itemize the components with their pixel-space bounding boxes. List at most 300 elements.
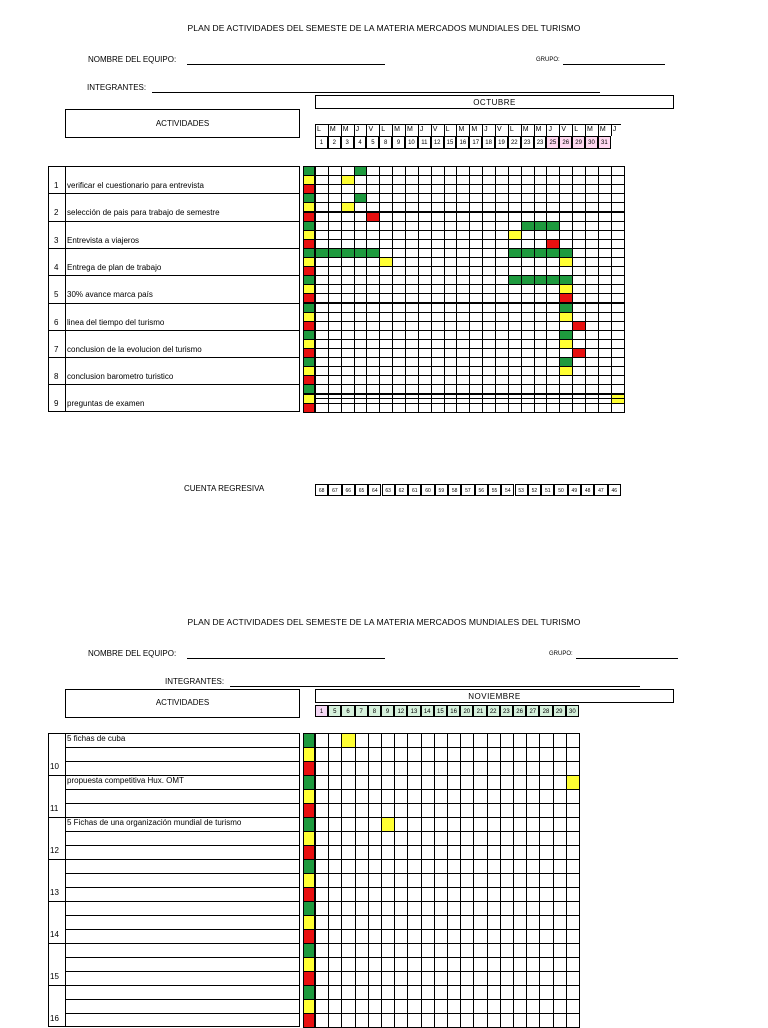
activity-row-line (48, 221, 300, 222)
gantt-cell (407, 957, 421, 972)
members-field-2[interactable] (230, 686, 640, 687)
gantt-cell (355, 999, 369, 1014)
gantt-cell (539, 873, 553, 888)
gantt-cell (513, 859, 527, 874)
gantt-cell (315, 999, 329, 1014)
gantt-cell (328, 859, 342, 874)
activity-label: selección de pais para trabajo de semestre (67, 208, 220, 218)
gantt-cell (328, 873, 342, 888)
gantt-cell (341, 915, 355, 930)
day-number: 30 (585, 136, 598, 149)
gantt-cell (539, 817, 553, 832)
gantt-cell (566, 915, 580, 930)
gantt-cell (553, 803, 567, 818)
activity-number: 7 (54, 344, 59, 354)
gantt-cell (553, 873, 567, 888)
weekday-label: M (392, 124, 407, 136)
status-cell (303, 971, 315, 986)
activity-row-line (65, 887, 300, 888)
status-cell (303, 403, 315, 413)
gantt-cell (421, 831, 435, 846)
countdown-cell: 54 (501, 484, 514, 496)
gantt-cell (553, 887, 567, 902)
gantt-cell (355, 957, 369, 972)
gantt-cell (355, 873, 369, 888)
gantt-cell (394, 887, 408, 902)
group-field-1[interactable] (563, 64, 665, 65)
gantt-cell (500, 985, 514, 1000)
status-cell (303, 929, 315, 944)
gantt-cell (447, 929, 461, 944)
day-number: 22 (487, 705, 500, 717)
gantt-cell (328, 929, 342, 944)
gantt-cell (526, 873, 540, 888)
activity-row-line (48, 330, 300, 331)
gantt-cell (553, 999, 567, 1014)
activity-label: linea del tiempo del turismo (67, 317, 165, 327)
weekday-label: J (611, 124, 626, 136)
activity-label: preguntas de examen (67, 399, 145, 409)
weekday-label: M (598, 124, 613, 136)
status-cell (303, 845, 315, 860)
gantt-cell (473, 789, 487, 804)
gantt-cell (431, 403, 445, 413)
gantt-cell (526, 747, 540, 762)
gantt-cell (394, 733, 408, 748)
gantt-cell (381, 845, 395, 860)
activity-row-line (65, 789, 300, 790)
gantt-cell (368, 887, 382, 902)
group-label-2: GRUPO: (549, 651, 573, 657)
gantt-cell (487, 971, 501, 986)
gantt-cell (539, 1013, 553, 1028)
gantt-cell (368, 789, 382, 804)
countdown-cell: 64 (368, 484, 381, 496)
gantt-cell (553, 747, 567, 762)
gantt-cell (500, 901, 514, 916)
gantt-cell (421, 943, 435, 958)
activity-number: 15 (50, 972, 59, 981)
gantt-cell (553, 901, 567, 916)
gantt-cell (566, 775, 580, 790)
gantt-cell (368, 859, 382, 874)
gantt-cell (566, 831, 580, 846)
gantt-cell (381, 761, 395, 776)
gantt-cell (500, 831, 514, 846)
gantt-cell (521, 403, 535, 413)
gantt-cell (487, 817, 501, 832)
activity-row-line (65, 873, 300, 874)
gantt-cell (513, 733, 527, 748)
gantt-cell (473, 901, 487, 916)
activity-row-line (48, 901, 300, 902)
day-number: 4 (354, 136, 367, 149)
status-cell (303, 859, 315, 874)
gantt-cell (500, 817, 514, 832)
activity-number: 10 (50, 762, 59, 771)
gantt-cell (460, 803, 474, 818)
weekday-label: L (508, 124, 523, 136)
gantt-cell (553, 859, 567, 874)
gantt-cell (315, 901, 329, 916)
gantt-cell (355, 915, 369, 930)
day-number: 17 (469, 136, 482, 149)
gantt-cell (460, 957, 474, 972)
gantt-cell (315, 873, 329, 888)
weekday-label: M (534, 124, 549, 136)
day-number: 26 (513, 705, 526, 717)
gantt-cell (526, 733, 540, 748)
gantt-cell (407, 929, 421, 944)
gantt-cell (407, 817, 421, 832)
status-cell (303, 831, 315, 846)
gantt-cell (315, 985, 329, 1000)
gantt-cell (315, 817, 329, 832)
gantt-cell (328, 733, 342, 748)
gantt-cell (341, 1013, 355, 1028)
gantt-cell (487, 985, 501, 1000)
activity-number: 2 (54, 208, 59, 218)
gantt-cell (341, 747, 355, 762)
countdown-cell: 68 (315, 484, 328, 496)
day-number: 19 (495, 136, 508, 149)
gantt-cell (513, 747, 527, 762)
gantt-cell (566, 761, 580, 776)
weekday-label: M (328, 124, 343, 136)
gantt-cell (434, 733, 448, 748)
status-cell (303, 943, 315, 958)
gantt-cell (368, 761, 382, 776)
gantt-cell (434, 761, 448, 776)
weekday-label: M (469, 124, 484, 136)
status-cell (303, 733, 315, 748)
countdown-cell: 61 (408, 484, 421, 496)
gantt-cell (611, 403, 625, 413)
gantt-cell (566, 747, 580, 762)
gantt-cell (315, 943, 329, 958)
activity-number: 13 (50, 888, 59, 897)
gantt-cell (394, 761, 408, 776)
activity-row-line (65, 747, 300, 748)
gantt-cell (513, 929, 527, 944)
gantt-cell (598, 403, 612, 413)
day-number: 28 (539, 705, 552, 717)
status-cell (303, 887, 315, 902)
gantt-cell (526, 915, 540, 930)
gantt-cell (500, 873, 514, 888)
gantt-cell (460, 775, 474, 790)
gantt-cell (368, 831, 382, 846)
gantt-cell (566, 873, 580, 888)
gantt-cell (553, 817, 567, 832)
gantt-cell (500, 775, 514, 790)
day-number: 15 (444, 136, 457, 149)
day-number: 6 (341, 705, 354, 717)
gantt-cell (407, 873, 421, 888)
gantt-cell (394, 929, 408, 944)
activity-row-line (48, 193, 300, 194)
day-number: 7 (355, 705, 368, 717)
gantt-cell (447, 957, 461, 972)
gantt-cell (447, 887, 461, 902)
gantt-cell (460, 859, 474, 874)
status-cell (303, 789, 315, 804)
gantt-cell (513, 845, 527, 860)
day-number: 26 (559, 136, 572, 149)
gantt-cell (368, 817, 382, 832)
gantt-cell (460, 817, 474, 832)
gantt-cell (473, 761, 487, 776)
gantt-cell (328, 999, 342, 1014)
gantt-cell (315, 775, 329, 790)
weekday-label: V (431, 124, 446, 136)
gantt-cell (328, 1013, 342, 1028)
members-label-1: INTEGRANTES: (87, 83, 147, 92)
gantt-cell (421, 789, 435, 804)
gantt-cell (341, 999, 355, 1014)
activity-row-line (48, 357, 300, 358)
gantt-cell (473, 929, 487, 944)
gantt-cell (500, 761, 514, 776)
gantt-cell (539, 971, 553, 986)
gantt-cell (526, 943, 540, 958)
activity-label: propuesta competitiva Hux. OMT (67, 776, 184, 785)
gantt-cell (328, 985, 342, 1000)
gantt-cell (526, 901, 540, 916)
gantt-cell (434, 901, 448, 916)
gantt-cell (381, 859, 395, 874)
activity-num-divider (65, 733, 66, 1027)
gantt-cell (566, 859, 580, 874)
gantt-cell (315, 957, 329, 972)
gantt-cell (341, 803, 355, 818)
gantt-cell (341, 761, 355, 776)
gantt-bottom-rule (315, 398, 624, 399)
activity-row-line (65, 803, 300, 804)
countdown-cell: 47 (594, 484, 607, 496)
gantt-cell (315, 845, 329, 860)
team-name-field-2[interactable] (187, 658, 385, 659)
gantt-cell (566, 803, 580, 818)
countdown-cell: 56 (475, 484, 488, 496)
month-header-november: NOVIEMBRE (315, 689, 674, 703)
gantt-cell (460, 789, 474, 804)
gantt-cell (487, 887, 501, 902)
gantt-cell (526, 775, 540, 790)
gantt-cell (460, 873, 474, 888)
gantt-cell (368, 803, 382, 818)
gantt-cell (368, 1013, 382, 1028)
gantt-cell (487, 901, 501, 916)
gantt-cell (539, 901, 553, 916)
activity-row-line (48, 943, 300, 944)
gantt-cell (473, 971, 487, 986)
gantt-cell (553, 943, 567, 958)
gantt-cell (539, 733, 553, 748)
gantt-cell (368, 873, 382, 888)
gantt-cell (355, 859, 369, 874)
activity-label: conclusion barometro turistico (67, 372, 174, 382)
gantt-cell (368, 747, 382, 762)
activity-row-line (65, 957, 300, 958)
weekday-label: M (585, 124, 600, 136)
gantt-cell (482, 403, 496, 413)
gantt-cell (381, 733, 395, 748)
status-cell (303, 915, 315, 930)
gantt-cell (447, 761, 461, 776)
gantt-cell (487, 943, 501, 958)
activity-number: 14 (50, 930, 59, 939)
activity-row-line (48, 384, 300, 385)
status-cell (303, 761, 315, 776)
day-number: 14 (421, 705, 434, 717)
gantt-cell (460, 1013, 474, 1028)
day-number: 25 (546, 136, 559, 149)
gantt-cell (381, 985, 395, 1000)
day-number: 29 (553, 705, 566, 717)
weekday-label: L (572, 124, 587, 136)
gantt-cell (315, 887, 329, 902)
gantt-cell (394, 873, 408, 888)
plan-title-1: PLAN DE ACTIVIDADES DEL SEMESTE DE LA MATERIA MERCADOS MUNDIALES DEL TURISMO (187, 23, 581, 33)
gantt-cell (513, 915, 527, 930)
gantt-cell (381, 901, 395, 916)
gantt-cell (487, 831, 501, 846)
group-field-2[interactable] (576, 658, 678, 659)
gantt-cell (539, 859, 553, 874)
gantt-cell (500, 915, 514, 930)
gantt-cell (487, 789, 501, 804)
activity-number: 9 (54, 399, 59, 409)
gantt-cell (553, 971, 567, 986)
status-cell (303, 775, 315, 790)
team-name-label-2: NOMBRE DEL EQUIPO: (88, 649, 177, 658)
day-number: 5 (366, 136, 379, 149)
gantt-cell (407, 943, 421, 958)
gantt-cell (526, 957, 540, 972)
gantt-cell (566, 817, 580, 832)
gantt-cell (539, 915, 553, 930)
activity-row-line (48, 248, 300, 249)
day-number: 8 (368, 705, 381, 717)
countdown-cell: 52 (528, 484, 541, 496)
countdown-cell: 50 (554, 484, 567, 496)
gantt-cell (434, 817, 448, 832)
activity-row-line (65, 915, 300, 916)
gantt-cell (500, 1013, 514, 1028)
gantt-cell (407, 915, 421, 930)
gantt-cell (405, 403, 419, 413)
gantt-cell (513, 761, 527, 776)
gantt-cell (539, 789, 553, 804)
day-number: 9 (392, 136, 405, 149)
day-number: 23 (521, 136, 534, 149)
gantt-cell (381, 943, 395, 958)
gantt-cell (421, 873, 435, 888)
gantt-cell (539, 985, 553, 1000)
gantt-cell (460, 887, 474, 902)
gantt-cell (487, 957, 501, 972)
gantt-cell (447, 915, 461, 930)
gantt-cell (500, 845, 514, 860)
gantt-cell (460, 831, 474, 846)
gantt-cell (394, 999, 408, 1014)
gantt-cell (500, 929, 514, 944)
gantt-cell (553, 957, 567, 972)
countdown-cell: 46 (608, 484, 621, 496)
gantt-cell (421, 775, 435, 790)
gantt-cell (513, 789, 527, 804)
gantt-cell (434, 789, 448, 804)
gantt-cell (421, 887, 435, 902)
gantt-cell (315, 915, 329, 930)
day-number: 16 (456, 136, 469, 149)
gantt-cell (526, 789, 540, 804)
weekday-label: J (418, 124, 433, 136)
members-field-1[interactable] (152, 92, 600, 93)
gantt-cell (354, 403, 368, 413)
gantt-cell (456, 403, 470, 413)
status-cell (303, 1013, 315, 1028)
gantt-cell (381, 803, 395, 818)
gantt-cell (460, 929, 474, 944)
day-number: 23 (534, 136, 547, 149)
gantt-cell (539, 929, 553, 944)
gantt-cell (368, 999, 382, 1014)
gantt-cell (487, 873, 501, 888)
gantt-cell (328, 747, 342, 762)
gantt-cell (572, 403, 586, 413)
gantt-cell (526, 999, 540, 1014)
gantt-cell (460, 761, 474, 776)
gantt-cell (447, 873, 461, 888)
day-number: 3 (341, 136, 354, 149)
countdown-cell: 59 (435, 484, 448, 496)
team-name-field-1[interactable] (187, 64, 385, 65)
gantt-cell (394, 831, 408, 846)
gantt-cell (355, 803, 369, 818)
gantt-cell (355, 845, 369, 860)
gantt-cell (366, 403, 380, 413)
gantt-cell (447, 747, 461, 762)
day-number: 20 (460, 705, 473, 717)
gantt-cell (539, 761, 553, 776)
gantt-cell (566, 929, 580, 944)
weekday-label: V (366, 124, 381, 136)
day-number: 1 (315, 136, 328, 149)
gantt-cell (447, 845, 461, 860)
activity-label: Entrevista a viajeros (67, 235, 140, 245)
countdown-cell: 53 (515, 484, 528, 496)
gantt-cell (487, 761, 501, 776)
gantt-cell (473, 817, 487, 832)
gantt-cell (421, 859, 435, 874)
gantt-cell (315, 733, 329, 748)
gantt-cell (341, 929, 355, 944)
gantt-cell (381, 831, 395, 846)
activity-row-line (65, 929, 300, 930)
countdown-cell: 60 (421, 484, 434, 496)
day-number: 31 (598, 136, 611, 149)
activity-number: 5 (54, 290, 59, 300)
gantt-cell (434, 831, 448, 846)
gantt-cell (553, 831, 567, 846)
gantt-cell (328, 803, 342, 818)
gantt-cell (526, 971, 540, 986)
day-number: 21 (473, 705, 486, 717)
activity-number: 8 (54, 372, 59, 382)
activity-row-line (65, 845, 300, 846)
